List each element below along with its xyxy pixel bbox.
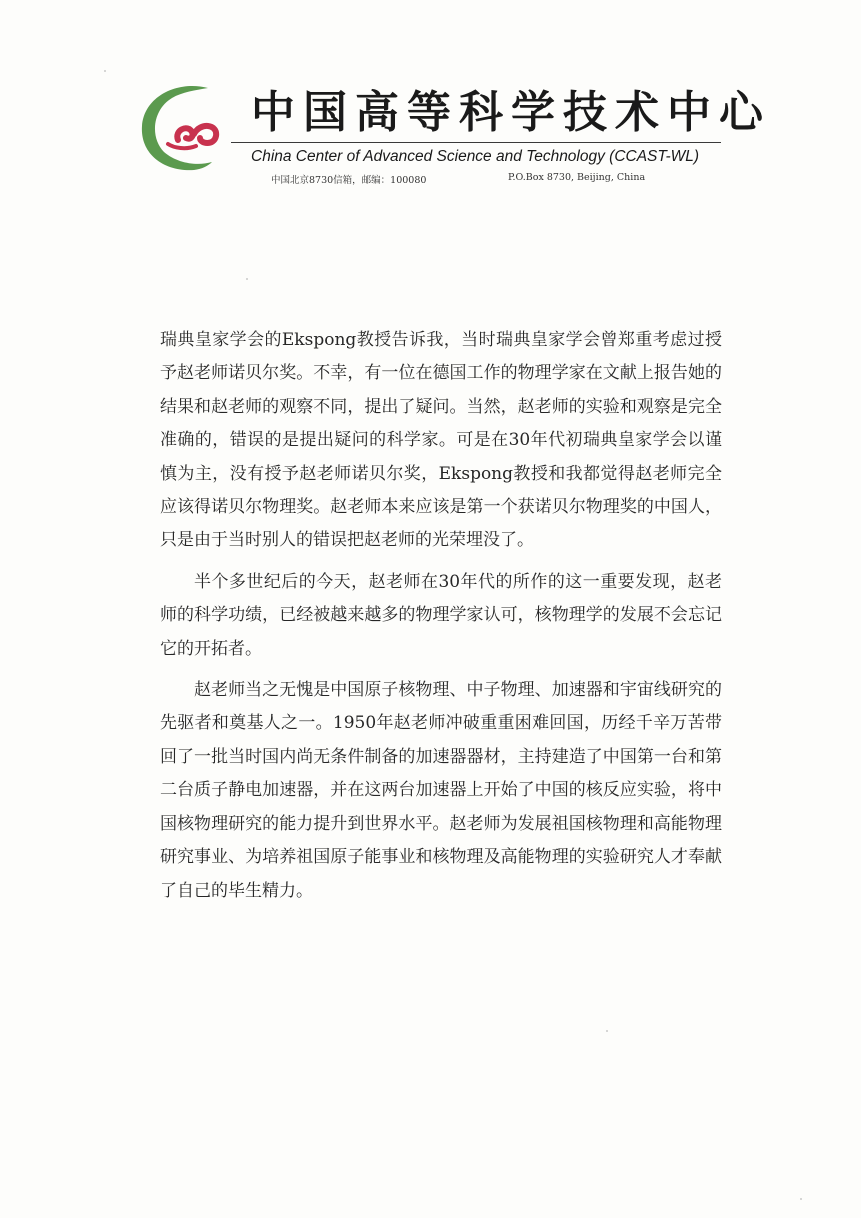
body-paragraph: 赵老师当之无愧是中国原子核物理、中子物理、加速器和宇宙线研究的先驱者和奠基人之一。1950年赵老师冲破重重困难回国，历经千辛万苦带回了一批当时国内尚无条件制备的加速器器材，主持建造了中国第一台和第二台质子静电加速器，并在这两台加速器上开始了中国的核反应实验，将中国核物理研究的能力提升到世界水平。赵老师为发展祖国核物理和高能物理研究事业、为培养祖国原子能事业和核物理及高能物理的实验研究人才奉献了自己的毕生精力。 [160,680,722,901]
address-english: P.O.Box 8730, Beijing, China [508,172,646,183]
scan-speck [246,278,248,280]
address-chinese: 中国北京8730信箱，邮编：100080 [271,175,427,186]
scan-speck [800,1198,802,1200]
body-paragraph: 半个多世纪后的今天，赵老师在30年代的所作的这一重要发现，赵老师的科学功绩，已经被越来越多的物理学家认可，核物理学的发展不会忘记它的开拓者。 [160,571,722,659]
ccast-logo-icon [138,82,233,174]
body-paragraph: 瑞典皇家学会的Ekspong教授告诉我，当时瑞典皇家学会曾郑重考虑过授予赵老师诺贝尔奖。不幸，有一位在德国工作的物理学家在文献上报告她的结果和赵老师的观察不同，提出了疑问。当然，赵老师的实验和观察是完全准确的，错误的是提出疑问的科学家。可是在30年代初瑞典皇家学会以谨慎为主，没有授予赵老师诺贝尔奖，Ekspong教授和我都觉得赵老师完全应该得诺贝尔物理奖。赵老师本来应该是第一个获诺贝尔物理奖的中国人，只是由于当时别人的错误把赵老师的光荣埋没了。 [160,330,722,551]
scan-speck [606,1030,608,1032]
organization-name-chinese: 中国高等科学技术中心 [251,87,771,138]
letter-body [160,324,722,916]
organization-name-english: China Center of Advanced Science and Technology (CCAST-WL) [251,148,700,165]
letterhead-divider [231,142,721,143]
scan-speck [104,70,106,72]
letterhead [138,82,771,192]
